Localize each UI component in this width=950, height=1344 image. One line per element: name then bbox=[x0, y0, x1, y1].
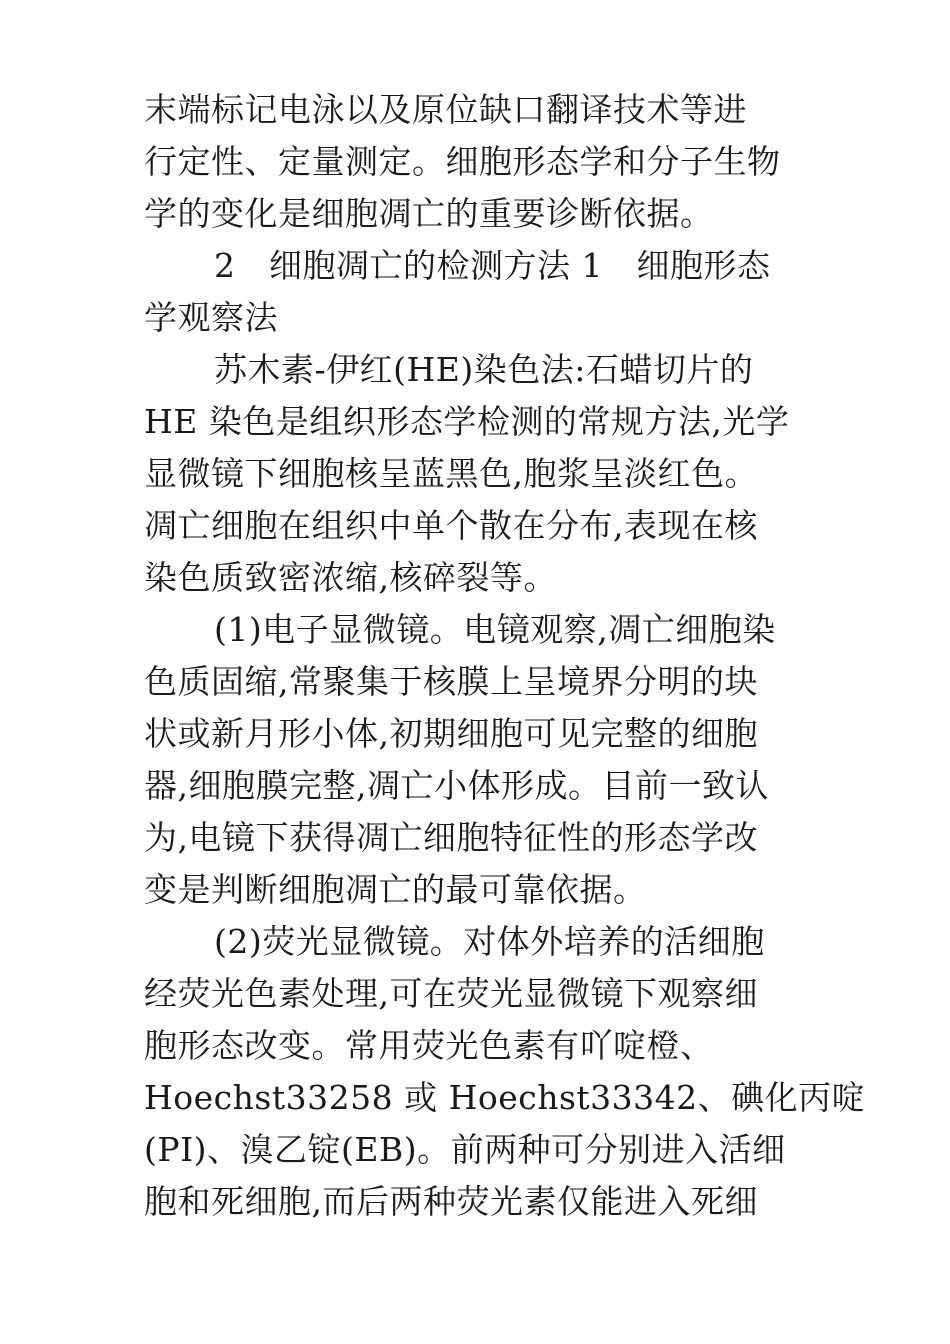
document-body bbox=[144, 84, 866, 1228]
text-line: 为,电镜下获得凋亡细胞特征性的形态学改 bbox=[144, 818, 758, 857]
text-line: 学的变化是细胞凋亡的重要诊断依据。 bbox=[144, 194, 714, 233]
text-line: 器,细胞膜完整,凋亡小体形成。目前一致认 bbox=[144, 766, 769, 805]
paragraph-start-line: (1)电子显微镜。电镜观察,凋亡细胞染 bbox=[214, 610, 776, 649]
text-line: 色质固缩,常聚集于核膜上呈境界分明的块 bbox=[144, 662, 758, 701]
text-line: 凋亡细胞在组织中单个散在分布,表现在核 bbox=[144, 506, 758, 545]
text-line: 胞和死细胞,而后两种荧光素仅能进入死细 bbox=[144, 1182, 758, 1221]
text-line: 经荧光色素处理,可在荧光显微镜下观察细 bbox=[144, 974, 758, 1013]
paragraph-start-line: 苏木素-伊红(HE)染色法:石蜡切片的 bbox=[214, 350, 754, 389]
text-line: 显微镜下细胞核呈蓝黑色,胞浆呈淡红色。 bbox=[144, 454, 758, 493]
text-line: 状或新月形小体,初期细胞可见完整的细胞 bbox=[144, 714, 758, 753]
section-heading-line: 学观察法 bbox=[144, 298, 278, 337]
text-line: 变是判断细胞凋亡的最可靠依据。 bbox=[144, 870, 647, 909]
text-line: (PI)、溴乙锭(EB)。前两种可分别进入活细 bbox=[144, 1130, 786, 1169]
text-line: Hoechst33258 或 Hoechst33342、碘化丙啶 bbox=[144, 1078, 866, 1117]
text-line: HE 染色是组织形态学检测的常规方法,光学 bbox=[144, 402, 790, 441]
paragraph-start-line: (2)荧光显微镜。对体外培养的活细胞 bbox=[214, 922, 765, 961]
text-line: 胞形态改变。常用荧光色素有吖啶橙、 bbox=[144, 1026, 714, 1065]
text-line: 行定性、定量测定。细胞形态学和分子生物 bbox=[144, 142, 781, 181]
section-heading-line: 2 细胞凋亡的检测方法 1 细胞形态 bbox=[214, 246, 771, 285]
text-line: 染色质致密浓缩,核碎裂等。 bbox=[144, 558, 557, 597]
text-line: 末端标记电泳以及原位缺口翻译技术等进 bbox=[144, 90, 747, 129]
